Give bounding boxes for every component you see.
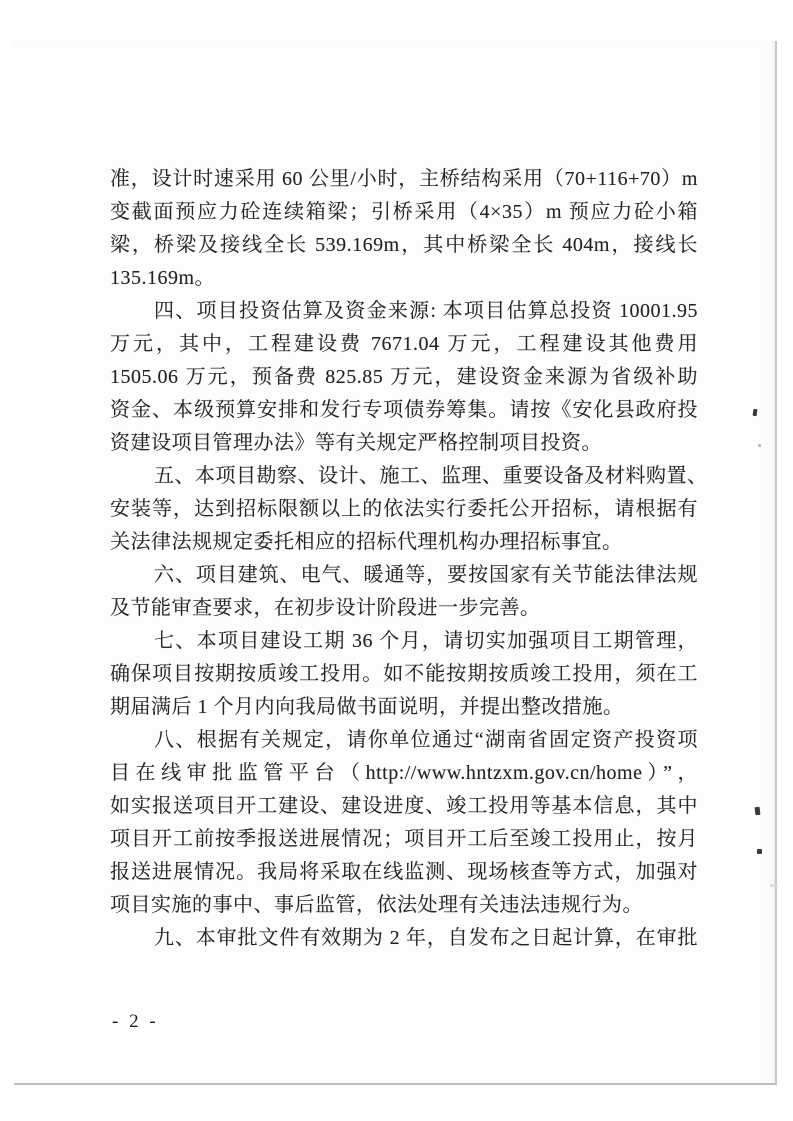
text-line: 如实报送项目开工建设、建设进度、竣工投用等基本信息，其中 (110, 795, 698, 817)
text-line: 项目实施的事中、事后监管，依法处理有关违法违规行为。 (110, 894, 643, 916)
text-line: 安装等，达到招标限额以上的依法实行委托公开招标，请根据有 (110, 498, 698, 520)
text-line: 1505.06 万元，预备费 825.85 万元，建设资金来源为省级补助 (110, 366, 698, 388)
text-line: 四、项目投资估算及资金来源: 本项目估算总投资 10001.95 (154, 300, 698, 322)
text-line: 关法律法规规定委托相应的招标代理机构办理招标事宜。 (110, 531, 623, 553)
text-line: 资金、本级预算安排和发行专项债券筹集。请按《安化县政府投 (110, 399, 698, 421)
scan-speck (757, 849, 762, 854)
text-line: 九、本审批文件有效期为 2 年，自发布之日起计算，在审批 (154, 927, 698, 949)
text-line: 确保项目按期按质竣工投用。如不能按期按质竣工投用，须在工 (110, 663, 698, 685)
scan-speck (770, 884, 778, 887)
text-line: 七、本项目建设工期 36 个月，请切实加强项目工期管理， (154, 630, 698, 652)
text-line: 万元，其中，工程建设费 7671.04 万元，工程建设其他费用 (110, 333, 698, 355)
scan-speck (753, 409, 758, 416)
document-body (110, 163, 708, 955)
scan-speck (758, 444, 761, 447)
text-line: 期届满后 1 个月内向我局做书面说明，并提出整改措施。 (110, 696, 624, 718)
text-line: 目在线审批监管平台（http://www.hntzxm.gov.cn/home）”， (110, 762, 698, 784)
page-number: - 2 - (112, 1011, 159, 1032)
text-line: 项目开工前按季报送进展情况；项目开工后至竣工投用止，按月 (110, 828, 698, 850)
text-line: 梁，桥梁及接线全长 539.169m，其中桥梁全长 404m，接线长 (110, 234, 698, 256)
scan-speck (755, 807, 761, 815)
text-line: 准，设计时速采用 60 公里/小时，主桥结构采用（70+116+70）m (110, 168, 698, 190)
text-line: 135.169m。 (110, 267, 216, 289)
text-line: 资建设项目管理办法》等有关规定严格控制项目投资。 (110, 432, 602, 454)
text-line: 五、本项目勘察、设计、施工、监理、重要设备及材料购置、 (154, 465, 708, 487)
text-line: 报送进展情况。我局将采取在线监测、现场核查等方式，加强对 (110, 861, 698, 883)
text-line: 八、根据有关规定，请你单位通过“湖南省固定资产投资项 (154, 729, 698, 751)
text-line: 及节能审查要求，在初步设计阶段进一步完善。 (110, 597, 541, 619)
text-line: 变截面预应力砼连续箱梁；引桥采用（4×35）m 预应力砼小箱 (110, 201, 698, 223)
text-line: 六、项目建筑、电气、暖通等，要按国家有关节能法律法规 (154, 564, 698, 586)
